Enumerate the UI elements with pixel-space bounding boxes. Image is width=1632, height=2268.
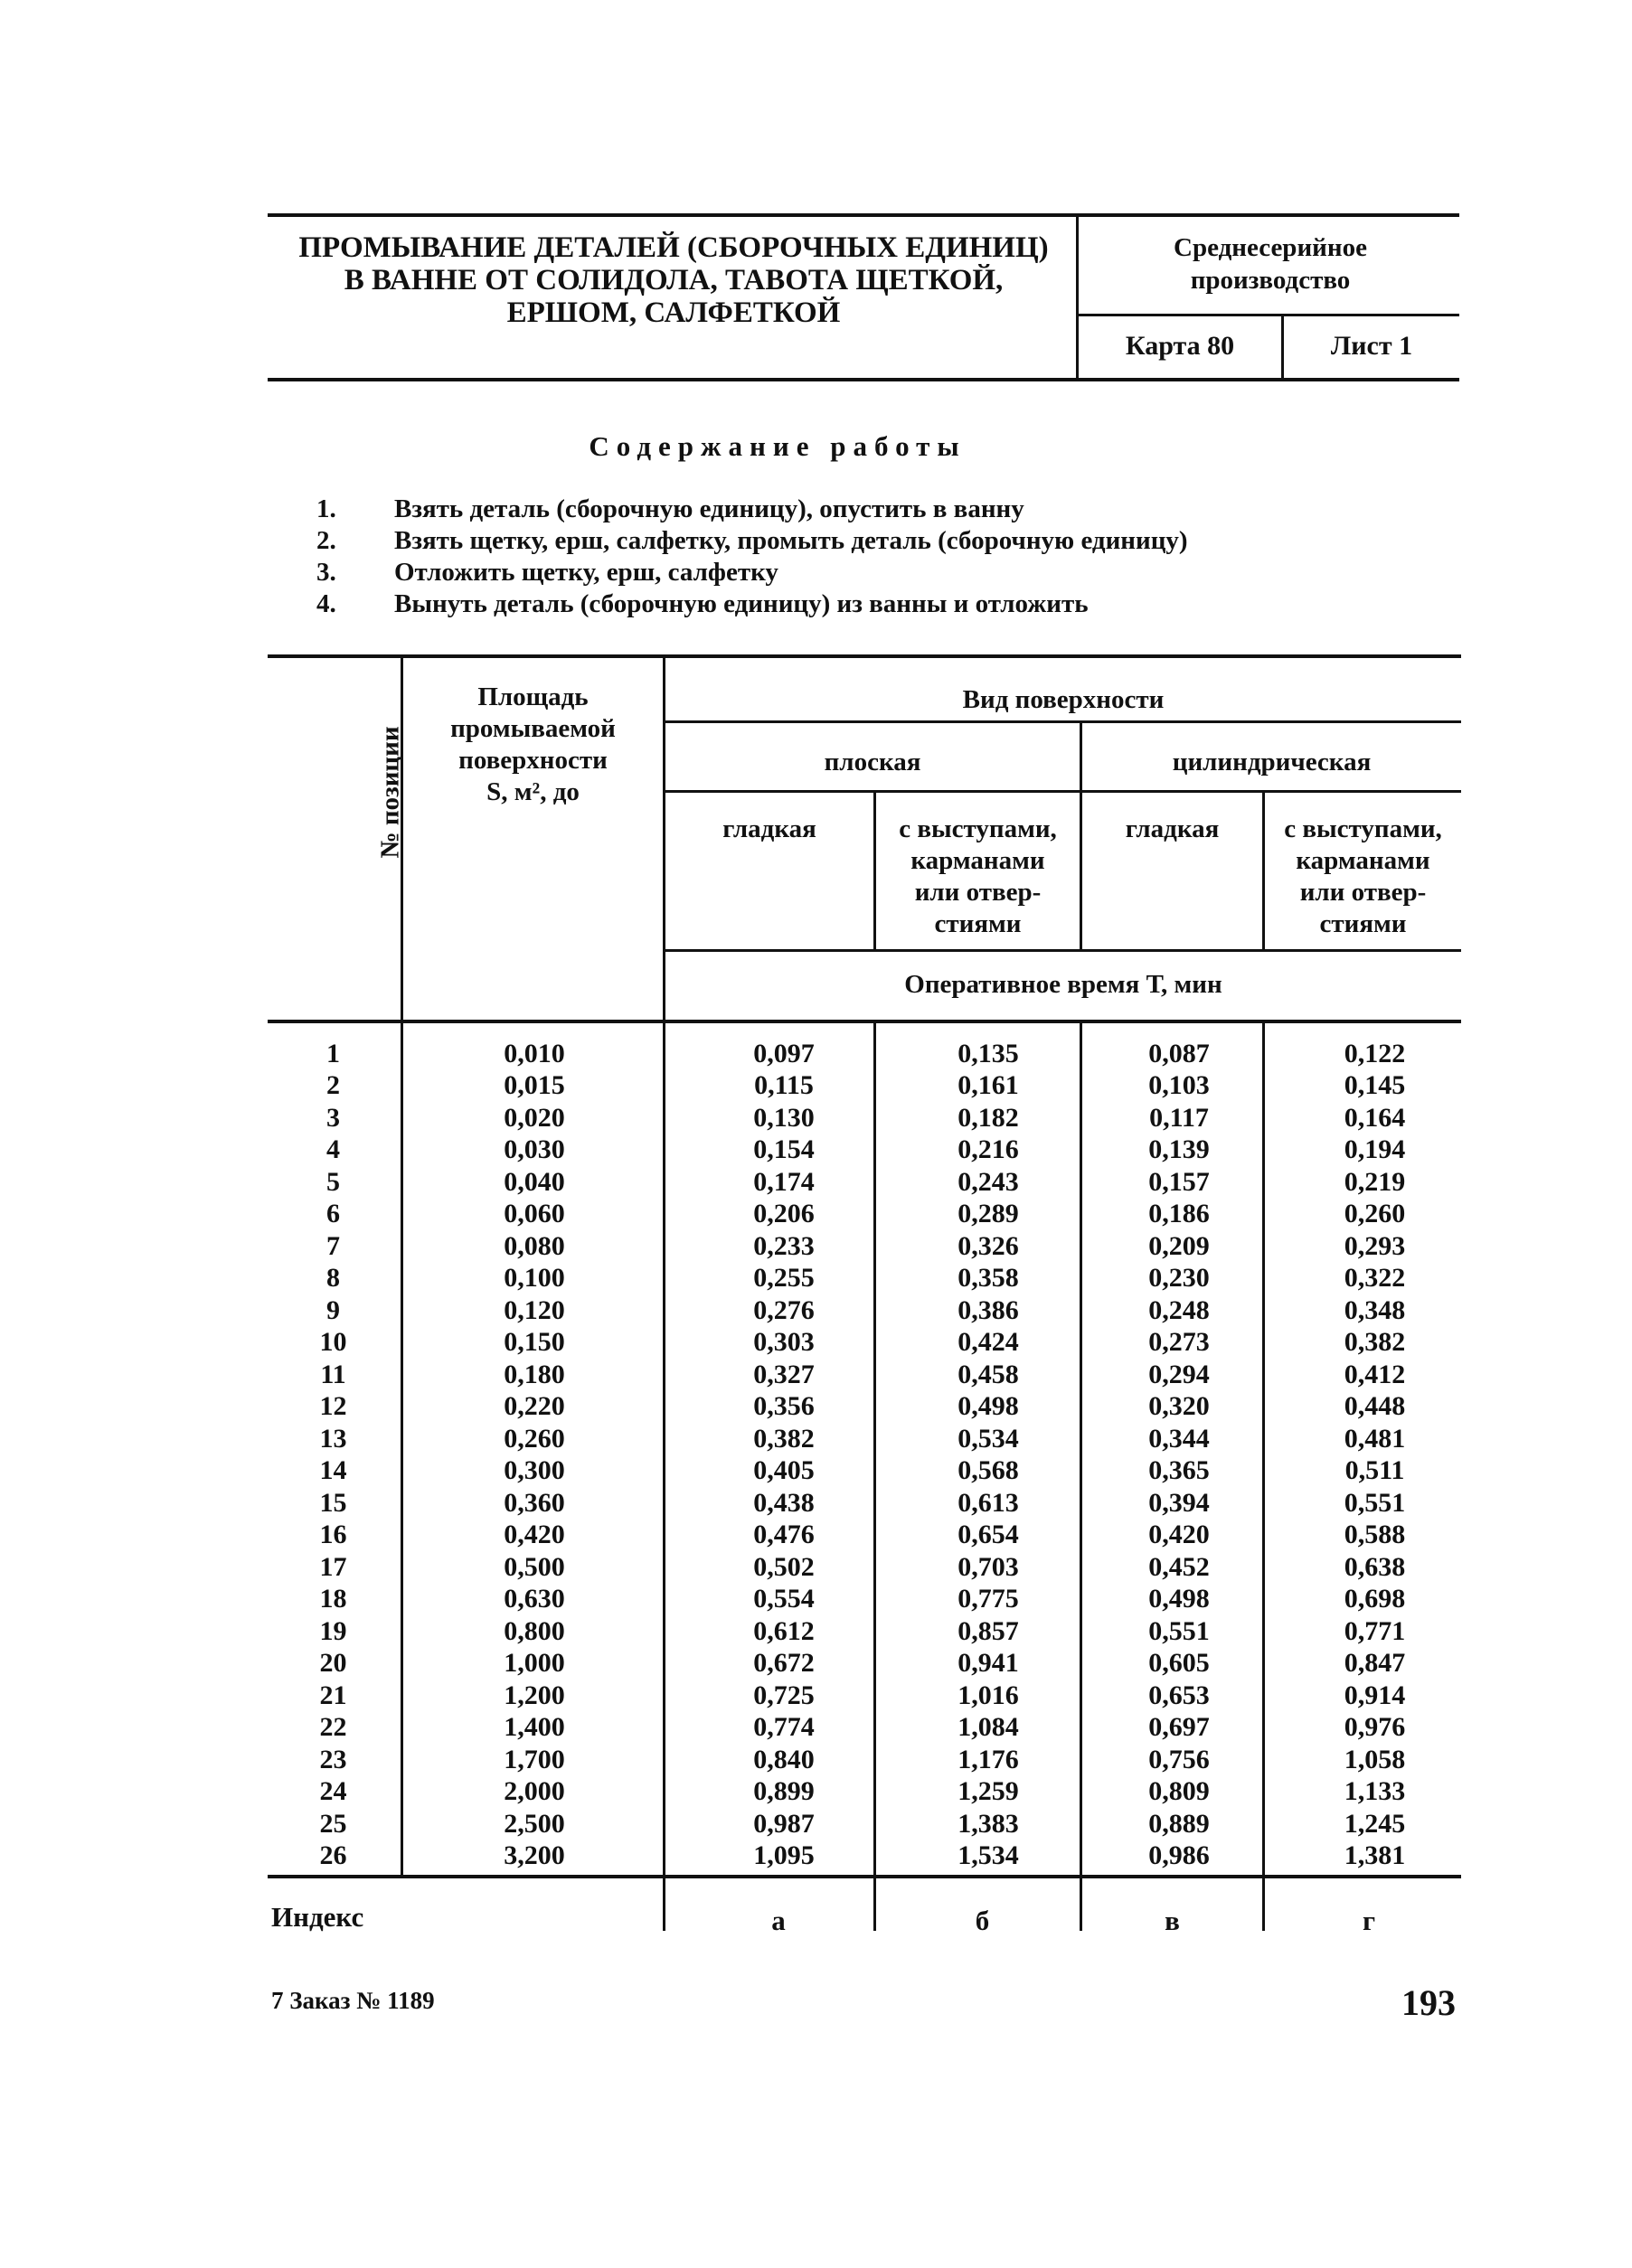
cyl-smooth-cell: 0,294 bbox=[1148, 1359, 1210, 1389]
position-cell: 11 bbox=[320, 1359, 346, 1389]
step-text: Вынуть деталь (сборочную единицу) из ванны и отложить bbox=[394, 589, 1089, 618]
page-number: 193 bbox=[1401, 1982, 1456, 2023]
cyl-smooth-cell: 0,498 bbox=[1148, 1584, 1210, 1614]
cyl-smooth-cell: 0,186 bbox=[1148, 1199, 1210, 1229]
header-top-rule bbox=[268, 213, 1459, 217]
position-cell: 15 bbox=[319, 1487, 347, 1518]
table-row bbox=[268, 1263, 1461, 1295]
cyl-smooth-cell: 0,139 bbox=[1148, 1134, 1210, 1165]
cyl-smooth-cell: 0,320 bbox=[1148, 1391, 1210, 1422]
area-cell: 1,700 bbox=[504, 1744, 565, 1774]
index-b: б bbox=[975, 1905, 990, 1936]
op-time-rule bbox=[663, 949, 1461, 952]
title-line-1: ПРОМЫВАНИЕ ДЕТАЛЕЙ (СБОРОЧНЫХ ЕДИНИЦ) bbox=[298, 231, 1049, 264]
step-text: Взять деталь (сборочную единицу), опустить в ванну bbox=[394, 494, 1024, 523]
flat-smooth-cell: 0,774 bbox=[753, 1712, 815, 1743]
step-text: Отложить щетку, ерш, салфетку bbox=[394, 558, 778, 587]
table-row bbox=[268, 1038, 1461, 1070]
flat-features-cell: 1,259 bbox=[958, 1776, 1019, 1807]
header-inner-rule bbox=[1076, 314, 1459, 316]
flat-smooth-cell: 0,987 bbox=[753, 1808, 815, 1839]
table-row bbox=[268, 1840, 1461, 1873]
flat-features-cell: 0,216 bbox=[958, 1134, 1019, 1165]
cyl-smooth-header: гладкая bbox=[1125, 814, 1220, 843]
position-cell: 16 bbox=[319, 1520, 347, 1550]
flat-features-cell: 0,654 bbox=[958, 1520, 1019, 1550]
flat-smooth-cell: 0,097 bbox=[753, 1038, 815, 1068]
production-line-1: Среднесерийное bbox=[1174, 233, 1367, 262]
table-row bbox=[268, 1294, 1461, 1327]
flat-smooth-cell: 0,672 bbox=[753, 1648, 815, 1679]
position-cell: 12 bbox=[319, 1391, 347, 1422]
features-line-1: с выступами, bbox=[1284, 814, 1442, 843]
card-number: Карта 80 bbox=[1125, 331, 1235, 361]
flat-smooth-cell: 0,174 bbox=[753, 1166, 815, 1197]
position-cell: 20 bbox=[319, 1648, 347, 1679]
title-line-3: ЕРШОМ, САЛФЕТКОЙ bbox=[506, 296, 841, 329]
features-line-1: с выступами, bbox=[899, 814, 1057, 843]
position-cell: 8 bbox=[326, 1263, 340, 1294]
area-cell: 0,015 bbox=[504, 1070, 565, 1101]
area-cell: 0,500 bbox=[504, 1551, 565, 1582]
flat-features-cell: 0,243 bbox=[958, 1166, 1019, 1197]
cyl-features-cell: 0,219 bbox=[1344, 1166, 1406, 1197]
features-line-2: карманами bbox=[910, 846, 1045, 875]
cyl-features-cell: 0,412 bbox=[1344, 1359, 1406, 1389]
step-number: 2. bbox=[316, 526, 336, 555]
position-cell: 9 bbox=[326, 1294, 340, 1325]
cyl-features-cell: 0,914 bbox=[1344, 1680, 1406, 1710]
area-cell: 1,400 bbox=[504, 1712, 565, 1743]
position-cell: 13 bbox=[319, 1423, 347, 1454]
cyl-smooth-cell: 0,117 bbox=[1149, 1102, 1209, 1133]
position-cell: 23 bbox=[319, 1744, 347, 1774]
flat-smooth-cell: 0,255 bbox=[753, 1263, 815, 1294]
work-step bbox=[316, 494, 1188, 525]
flat-smooth-cell: 0,276 bbox=[753, 1294, 815, 1325]
flat-features-cell: 0,498 bbox=[958, 1391, 1019, 1422]
features-line-4: стиями bbox=[934, 909, 1022, 938]
flat-features-header bbox=[876, 814, 1080, 940]
table-row bbox=[268, 1391, 1461, 1424]
flat-features-cell: 0,775 bbox=[958, 1584, 1019, 1614]
cyl-features-cell: 1,381 bbox=[1344, 1840, 1406, 1871]
flat-header: плоская bbox=[824, 748, 921, 776]
area-cell: 0,260 bbox=[504, 1423, 565, 1454]
position-cell: 3 bbox=[326, 1102, 340, 1133]
area-cell: 2,500 bbox=[504, 1808, 565, 1839]
sheet-number: Лист 1 bbox=[1330, 331, 1413, 361]
position-cell: 5 bbox=[326, 1166, 340, 1197]
flat-smooth-cell: 0,554 bbox=[753, 1584, 815, 1614]
flat-features-cell: 0,613 bbox=[958, 1487, 1019, 1518]
flat-features-cell: 0,941 bbox=[958, 1648, 1019, 1679]
table-row bbox=[268, 1455, 1461, 1488]
position-cell: 10 bbox=[319, 1327, 347, 1358]
cylindrical-header: цилиндрическая bbox=[1172, 748, 1372, 776]
cyl-features-cell: 0,448 bbox=[1344, 1391, 1406, 1422]
cyl-smooth-cell: 0,697 bbox=[1148, 1712, 1210, 1743]
step-number: 1. bbox=[316, 494, 336, 523]
area-cell: 0,020 bbox=[504, 1102, 565, 1133]
cyl-features-header bbox=[1265, 814, 1461, 940]
area-header-line-4: S, м², до bbox=[486, 777, 580, 806]
cyl-smooth-cell: 0,103 bbox=[1148, 1070, 1210, 1101]
flat-smooth-cell: 0,303 bbox=[753, 1327, 815, 1358]
area-cell: 0,060 bbox=[504, 1199, 565, 1229]
flat-features-cell: 0,857 bbox=[958, 1615, 1019, 1646]
cyl-smooth-cell: 0,248 bbox=[1148, 1294, 1210, 1325]
step-number: 3. bbox=[316, 558, 336, 587]
cyl-smooth-cell: 0,420 bbox=[1148, 1520, 1210, 1550]
area-cell: 0,120 bbox=[504, 1294, 565, 1325]
step-number: 4. bbox=[316, 589, 336, 618]
cyl-features-cell: 0,771 bbox=[1344, 1615, 1406, 1646]
table-row bbox=[268, 1487, 1461, 1520]
table-row bbox=[268, 1584, 1461, 1616]
operative-time-header: Оперативное время Т, мин bbox=[904, 970, 1222, 999]
index-g: г bbox=[1362, 1905, 1376, 1936]
table-row bbox=[268, 1134, 1461, 1167]
cyl-smooth-cell: 0,986 bbox=[1148, 1840, 1210, 1871]
flat-features-cell: 0,135 bbox=[958, 1038, 1019, 1068]
position-cell: 18 bbox=[319, 1584, 347, 1614]
flat-smooth-cell: 0,154 bbox=[753, 1134, 815, 1165]
order-number: 7 Заказ № 1189 bbox=[271, 1987, 435, 2014]
table-row bbox=[268, 1423, 1461, 1455]
flat-features-cell: 0,534 bbox=[958, 1423, 1019, 1454]
flat-features-cell: 0,386 bbox=[958, 1294, 1019, 1325]
position-cell: 7 bbox=[326, 1230, 340, 1261]
table-row bbox=[268, 1744, 1461, 1776]
flat-smooth-cell: 0,206 bbox=[753, 1199, 815, 1229]
features-line-3: или отвер- bbox=[914, 878, 1042, 907]
flat-smooth-cell: 0,840 bbox=[753, 1744, 815, 1774]
area-cell: 2,000 bbox=[504, 1776, 565, 1807]
cyl-smooth-cell: 0,344 bbox=[1148, 1423, 1210, 1454]
production-type bbox=[1081, 231, 1459, 296]
area-cell: 0,010 bbox=[504, 1038, 565, 1068]
area-cell: 0,100 bbox=[504, 1263, 565, 1294]
cyl-features-cell: 0,164 bbox=[1344, 1102, 1406, 1133]
area-header-line-3: поверхности bbox=[458, 746, 608, 775]
cyl-features-cell: 1,133 bbox=[1344, 1776, 1406, 1807]
flat-features-cell: 1,176 bbox=[958, 1744, 1019, 1774]
table-row bbox=[268, 1359, 1461, 1391]
cyl-features-cell: 0,976 bbox=[1344, 1712, 1406, 1743]
area-header-line-2: промываемой bbox=[450, 714, 616, 743]
cyl-smooth-cell: 0,756 bbox=[1148, 1744, 1210, 1774]
flat-smooth-cell: 0,115 bbox=[754, 1070, 814, 1101]
cyl-smooth-cell: 0,605 bbox=[1148, 1648, 1210, 1679]
work-steps-list bbox=[316, 494, 1188, 620]
position-column-header: № позиции bbox=[375, 726, 405, 859]
area-cell: 0,150 bbox=[504, 1327, 565, 1358]
cyl-features-cell: 0,382 bbox=[1344, 1327, 1406, 1358]
flat-smooth-cell: 1,095 bbox=[753, 1840, 815, 1871]
table-row bbox=[268, 1102, 1461, 1134]
table-row bbox=[268, 1230, 1461, 1263]
cyl-features-cell: 0,194 bbox=[1344, 1134, 1406, 1165]
work-step bbox=[316, 557, 1188, 588]
flat-smooth-cell: 0,382 bbox=[753, 1423, 815, 1454]
table-row bbox=[268, 1166, 1461, 1199]
area-cell: 0,080 bbox=[504, 1230, 565, 1261]
cyl-smooth-cell: 0,230 bbox=[1148, 1263, 1210, 1294]
flat-features-cell: 1,016 bbox=[958, 1680, 1019, 1710]
position-cell: 26 bbox=[319, 1840, 347, 1871]
flat-smooth-header: гладкая bbox=[722, 814, 816, 843]
cyl-features-cell: 0,698 bbox=[1344, 1584, 1406, 1614]
flat-features-cell: 1,534 bbox=[958, 1840, 1019, 1871]
cyl-features-cell: 0,293 bbox=[1344, 1230, 1406, 1261]
area-cell: 0,420 bbox=[504, 1520, 565, 1550]
flat-features-cell: 0,458 bbox=[958, 1359, 1019, 1389]
area-cell: 3,200 bbox=[504, 1840, 565, 1871]
flat-smooth-cell: 0,438 bbox=[753, 1487, 815, 1518]
table-row bbox=[268, 1551, 1461, 1584]
table-body-bottom-rule bbox=[268, 1875, 1461, 1878]
position-cell: 2 bbox=[326, 1070, 340, 1101]
flat-smooth-cell: 0,356 bbox=[753, 1391, 815, 1422]
cyl-features-cell: 0,588 bbox=[1344, 1520, 1406, 1550]
cyl-features-cell: 0,348 bbox=[1344, 1294, 1406, 1325]
table-row bbox=[268, 1808, 1461, 1840]
table-row bbox=[268, 1199, 1461, 1231]
cyl-smooth-cell: 0,209 bbox=[1148, 1230, 1210, 1261]
features-line-2: карманами bbox=[1296, 846, 1430, 875]
position-cell: 17 bbox=[319, 1551, 347, 1582]
cyl-features-cell: 0,847 bbox=[1344, 1648, 1406, 1679]
index-a: а bbox=[771, 1905, 786, 1936]
cyl-smooth-cell: 0,653 bbox=[1148, 1680, 1210, 1710]
area-column-header bbox=[403, 682, 663, 808]
area-cell: 0,220 bbox=[504, 1391, 565, 1422]
position-cell: 14 bbox=[319, 1455, 347, 1486]
flat-smooth-cell: 0,612 bbox=[753, 1615, 815, 1646]
area-cell: 0,800 bbox=[504, 1615, 565, 1646]
table-row bbox=[268, 1776, 1461, 1809]
table-row bbox=[268, 1648, 1461, 1680]
flat-features-cell: 1,084 bbox=[958, 1712, 1019, 1743]
position-cell: 24 bbox=[319, 1776, 347, 1807]
cyl-features-cell: 0,638 bbox=[1344, 1551, 1406, 1582]
flat-smooth-cell: 0,327 bbox=[753, 1359, 815, 1389]
table-body bbox=[268, 1038, 1461, 1872]
area-cell: 1,200 bbox=[504, 1680, 565, 1710]
cyl-features-cell: 0,145 bbox=[1344, 1070, 1406, 1101]
features-line-3: или отвер- bbox=[1299, 878, 1427, 907]
flat-features-cell: 0,424 bbox=[958, 1327, 1019, 1358]
position-cell: 1 bbox=[326, 1038, 340, 1068]
table-row bbox=[268, 1327, 1461, 1360]
flat-features-cell: 0,289 bbox=[958, 1199, 1019, 1229]
production-line-2: производство bbox=[1190, 266, 1351, 295]
area-cell: 0,030 bbox=[504, 1134, 565, 1165]
flat-features-cell: 1,383 bbox=[958, 1808, 1019, 1839]
position-cell: 22 bbox=[319, 1712, 347, 1743]
cyl-features-cell: 0,322 bbox=[1344, 1263, 1406, 1294]
work-step bbox=[316, 588, 1188, 620]
flat-features-cell: 0,358 bbox=[958, 1263, 1019, 1294]
flat-smooth-cell: 0,233 bbox=[753, 1230, 815, 1261]
cyl-features-cell: 0,122 bbox=[1344, 1038, 1406, 1068]
cyl-features-cell: 0,481 bbox=[1344, 1423, 1406, 1454]
cyl-smooth-cell: 0,809 bbox=[1148, 1776, 1210, 1807]
surface-type-rule bbox=[663, 720, 1461, 723]
position-cell: 19 bbox=[319, 1615, 347, 1646]
surface-type-header: Вид поверхности bbox=[962, 685, 1165, 714]
table-row bbox=[268, 1070, 1461, 1103]
work-contents-title: Содержание работы bbox=[589, 430, 967, 462]
position-cell: 21 bbox=[319, 1680, 347, 1710]
cyl-smooth-cell: 0,889 bbox=[1148, 1808, 1210, 1839]
flat-smooth-cell: 0,476 bbox=[753, 1520, 815, 1550]
features-line-4: стиями bbox=[1319, 909, 1407, 938]
area-cell: 0,630 bbox=[504, 1584, 565, 1614]
flat-features-cell: 0,161 bbox=[958, 1070, 1019, 1101]
flat-smooth-cell: 0,502 bbox=[753, 1551, 815, 1582]
cyl-smooth-cell: 0,551 bbox=[1148, 1615, 1210, 1646]
area-cell: 0,180 bbox=[504, 1359, 565, 1389]
area-cell: 1,000 bbox=[504, 1648, 565, 1679]
table-row bbox=[268, 1615, 1461, 1648]
table-row bbox=[268, 1712, 1461, 1745]
cyl-features-cell: 0,551 bbox=[1344, 1487, 1406, 1518]
document-title bbox=[271, 231, 1076, 329]
table-header-bottom-rule bbox=[268, 1020, 1461, 1023]
position-cell: 25 bbox=[319, 1808, 347, 1839]
cyl-features-cell: 0,511 bbox=[1344, 1455, 1405, 1486]
flat-smooth-cell: 0,405 bbox=[753, 1455, 815, 1486]
table-row bbox=[268, 1520, 1461, 1552]
cyl-features-cell: 1,058 bbox=[1344, 1744, 1406, 1774]
flat-features-cell: 0,182 bbox=[958, 1102, 1019, 1133]
table-row bbox=[268, 1680, 1461, 1712]
surface-shape-rule bbox=[663, 790, 1461, 793]
position-cell: 4 bbox=[326, 1134, 340, 1165]
cyl-smooth-cell: 0,394 bbox=[1148, 1487, 1210, 1518]
work-step bbox=[316, 525, 1188, 557]
flat-smooth-cell: 0,130 bbox=[753, 1102, 815, 1133]
position-cell: 6 bbox=[326, 1199, 340, 1229]
cyl-smooth-cell: 0,157 bbox=[1148, 1166, 1210, 1197]
cyl-smooth-cell: 0,087 bbox=[1148, 1038, 1210, 1068]
flat-features-cell: 0,568 bbox=[958, 1455, 1019, 1486]
flat-smooth-cell: 0,899 bbox=[753, 1776, 815, 1807]
area-cell: 0,360 bbox=[504, 1487, 565, 1518]
area-header-line-1: Площадь bbox=[477, 682, 589, 711]
cyl-features-cell: 1,245 bbox=[1344, 1808, 1406, 1839]
flat-smooth-cell: 0,725 bbox=[753, 1680, 815, 1710]
index-v: в bbox=[1165, 1905, 1180, 1936]
cyl-smooth-cell: 0,365 bbox=[1148, 1455, 1210, 1486]
cyl-smooth-cell: 0,273 bbox=[1148, 1327, 1210, 1358]
area-cell: 0,300 bbox=[504, 1455, 565, 1486]
flat-features-cell: 0,326 bbox=[958, 1230, 1019, 1261]
flat-features-cell: 0,703 bbox=[958, 1551, 1019, 1582]
title-line-2: В ВАННЕ ОТ СОЛИДОЛА, ТАВОТА ЩЕТКОЙ, bbox=[344, 264, 1004, 296]
step-text: Взять щетку, ерш, салфетку, промыть деталь (сборочную единицу) bbox=[394, 526, 1188, 555]
table-top-rule bbox=[268, 654, 1461, 658]
cyl-features-cell: 0,260 bbox=[1344, 1199, 1406, 1229]
index-label: Индекс bbox=[271, 1901, 364, 1933]
area-cell: 0,040 bbox=[504, 1166, 565, 1197]
cyl-smooth-cell: 0,452 bbox=[1148, 1551, 1210, 1582]
